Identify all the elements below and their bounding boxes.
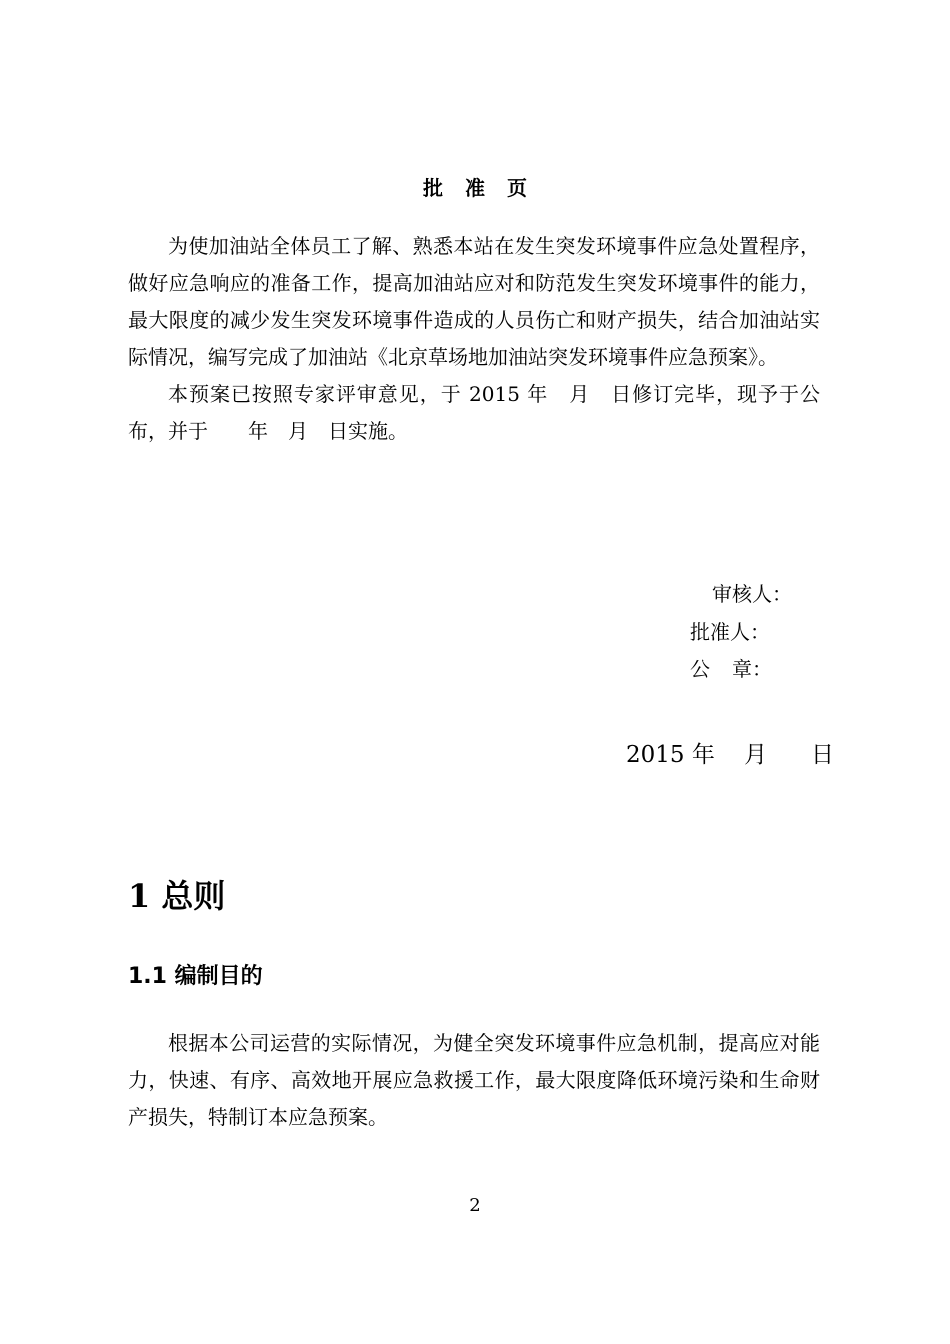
- approval-paragraph-2: 本预案已按照专家评审意见，于 2015 年 月 日修订完毕，现予于公布，并于 年 月 日实施。: [128, 382, 820, 443]
- approval-body: [128, 228, 820, 450]
- approval-paragraph-1: 为使加油站全体员工了解、熟悉本站在发生突发环境事件应急处置程序，做好应急响应的准备工作，提高加油站应对和防范发生突发环境事件的能力，最大限度的减少发生突发环境事件造成的人员伤亡和财产损失，结合加油站实际情况，编写完成了加油站《北京草场地加油站突发环境事件应急预案》。: [128, 234, 820, 369]
- seal-label: [690, 651, 772, 688]
- approval-page-title: 批准页: [423, 176, 549, 200]
- section-heading: 1.1 编制目的: [128, 964, 263, 989]
- approval-date: 2015 年 月 日: [626, 742, 834, 768]
- section-paragraph: 根据本公司运营的实际情况，为健全突发环境事件应急机制，提高应对能力，快速、有序、高效地开展应急救援工作，最大限度降低环境污染和生命财产损失，特制订本应急预案。: [128, 1031, 820, 1129]
- section-body: [128, 1025, 820, 1136]
- reviewer-label: 审核人：: [712, 582, 792, 606]
- seal-label-part-2: 章：: [732, 657, 772, 681]
- approver-label: 批准人：: [690, 620, 770, 644]
- chapter-heading: 1 总则: [128, 877, 226, 915]
- seal-label-part-1: 公: [690, 657, 710, 681]
- page-number: 2: [469, 1195, 481, 1216]
